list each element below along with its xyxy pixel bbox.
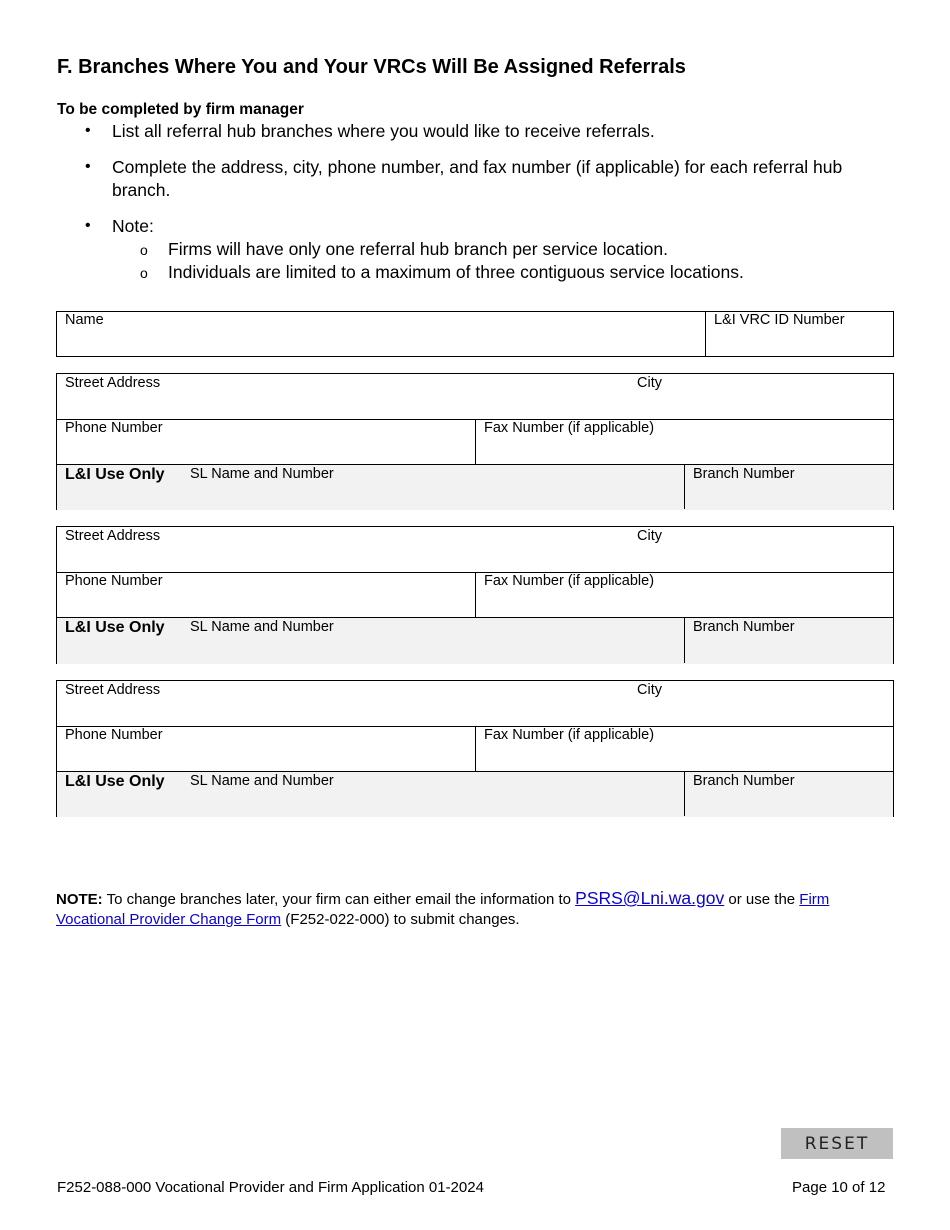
vrc-id-input[interactable] [714,332,884,352]
note-text: To change branches later, your firm can either email the information to [102,891,576,908]
street-address-input[interactable] [65,702,625,722]
section-subtitle: To be completed by firm manager [57,101,304,118]
street-address-input[interactable] [65,548,625,568]
branch-box-2 [56,526,894,664]
city-label: City [637,375,662,391]
street-address-label: Street Address [65,375,161,391]
phone-number-label: Phone Number [65,573,163,589]
sub-instruction-item: Firms will have only one referral hub branch per service location. [168,239,668,259]
name-input[interactable] [65,332,695,352]
sl-name-number-label: SL Name and Number [190,466,334,482]
city-label: City [637,528,662,544]
instruction-item: List all referral hub branches where you would like to receive referrals. [112,121,655,141]
bullet-marker: • [85,122,91,139]
city-label: City [637,682,662,698]
email-link[interactable]: PSRS@Lni.wa.gov [575,888,725,908]
name-id-box [56,311,894,357]
reset-button[interactable]: RESET [781,1128,893,1159]
branch-box-1 [56,373,894,510]
fax-number-input[interactable] [484,440,884,460]
sl-name-number-label: SL Name and Number [190,773,334,789]
branch-number-label: Branch Number [693,466,795,482]
change-note [56,888,876,930]
page-number: Page 10 of 12 [792,1179,886,1196]
bullet-marker: • [85,217,91,234]
fax-number-input[interactable] [484,593,884,613]
phone-number-input[interactable] [65,747,465,767]
branch-number-label: Branch Number [693,773,795,789]
sub-bullet-marker: o [140,242,148,258]
sl-name-number-label: SL Name and Number [190,619,334,635]
note-text: or use the [724,891,800,908]
street-address-label: Street Address [65,682,161,698]
street-address-input[interactable] [65,395,625,415]
phone-number-label: Phone Number [65,420,163,436]
fax-number-label: Fax Number (if applicable) [484,573,655,589]
city-input[interactable] [637,395,882,415]
sub-bullet-marker: o [140,265,148,281]
note-prefix: NOTE: [56,891,103,908]
fax-number-label: Fax Number (if applicable) [484,420,655,436]
li-use-only-label: L&I Use Only [65,773,165,790]
instruction-item: Note: [112,216,154,236]
branch-box-3 [56,680,894,817]
fax-number-input[interactable] [484,747,884,767]
city-input[interactable] [637,702,882,722]
bullet-marker: • [85,158,91,175]
branch-number-label: Branch Number [693,619,795,635]
instruction-item: Complete the address, city, phone number, and fax number (if applicable) for each referral hub branch. [112,157,843,200]
fax-number-label: Fax Number (if applicable) [484,727,655,743]
phone-number-input[interactable] [65,593,465,613]
vrc-id-label: L&I VRC ID Number [714,312,845,328]
change-form-link[interactable]: Firm Vocational Provider Change Form [56,891,830,928]
name-label: Name [65,312,104,328]
li-use-only-label: L&I Use Only [65,466,165,483]
phone-number-label: Phone Number [65,727,163,743]
li-use-only-label: L&I Use Only [65,619,165,636]
street-address-label: Street Address [65,528,161,544]
sub-instruction-item: Individuals are limited to a maximum of three contiguous service locations. [168,262,744,282]
phone-number-input[interactable] [65,440,465,460]
note-text: (F252-022-000) to submit changes. [281,911,520,928]
city-input[interactable] [637,548,882,568]
form-footer-id: F252-088-000 Vocational Provider and Firm Application 01-2024 [57,1179,484,1196]
section-title: F. Branches Where You and Your VRCs Will Be Assigned Referrals [57,56,686,78]
